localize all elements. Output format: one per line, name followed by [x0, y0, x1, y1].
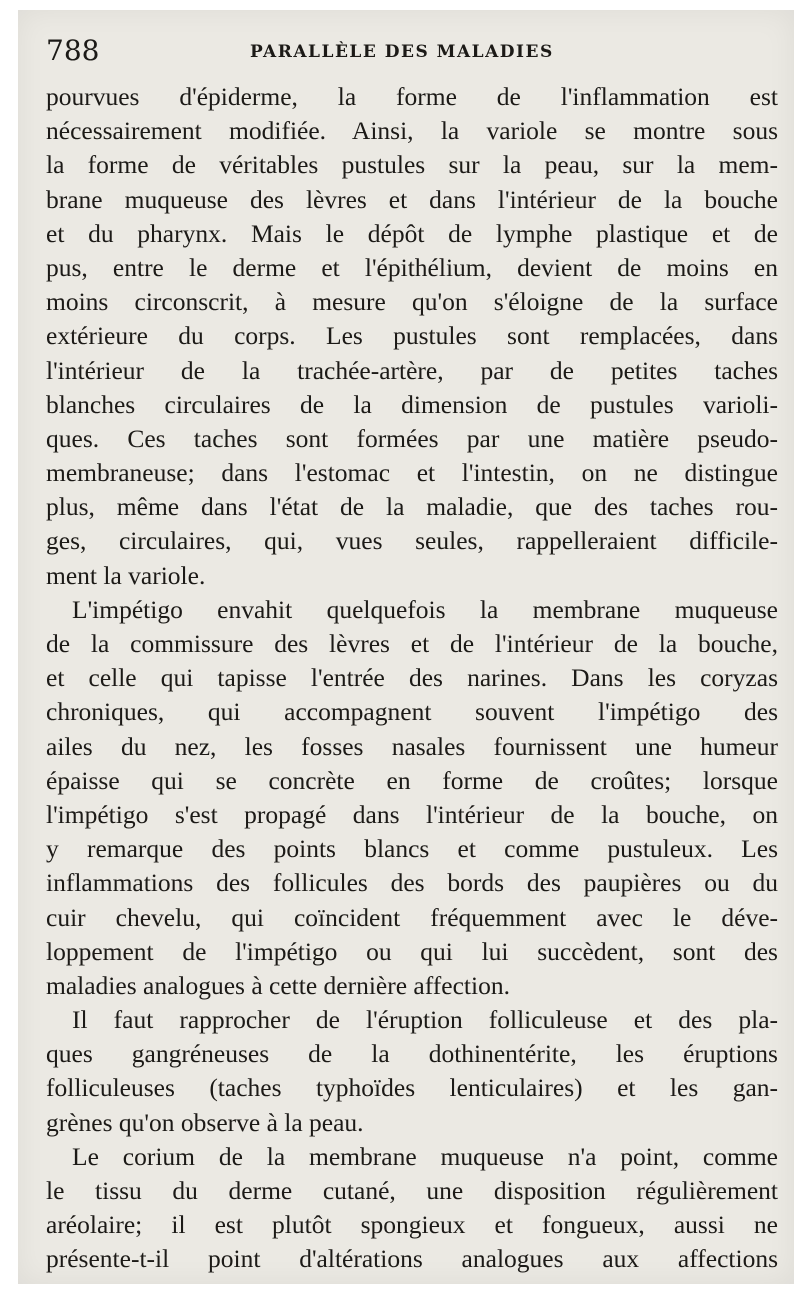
text-line: pus, entre le derme et l'épithélium, devient de moins en: [46, 252, 778, 282]
text-line: plus, même dans l'état de la maladie, que des taches rou-: [46, 492, 778, 522]
text-line: folliculeuses (taches typhoïdes lenticulaires) et les gan-: [46, 1073, 778, 1103]
text-line: ment la variole.: [46, 560, 206, 590]
text-line: ques gangréneuses de la dothinentérite, les éruptions: [46, 1039, 778, 1069]
text-line: et du pharynx. Mais le dépôt de lymphe plastique et de: [46, 218, 778, 248]
text-line: Le corium de la membrane muqueuse n'a point, comme: [72, 1141, 778, 1171]
text-line: grènes qu'on observe à la peau.: [46, 1107, 364, 1137]
text-line: nécessairement modifiée. Ainsi, la variole se montre sous: [46, 116, 778, 146]
paragraph-2: [46, 593, 778, 1003]
body-text: [46, 80, 778, 1277]
text-line: chroniques, qui accompagnent souvent l'impétigo des: [46, 697, 778, 727]
page-header: [40, 32, 760, 72]
text-line: loppement de l'impétigo ou qui lui succèdent, sont des: [46, 936, 778, 966]
text-line: cuir chevelu, qui coïncident fréquemment avec le déve-: [46, 902, 778, 932]
text-line: de la commissure des lèvres et de l'intérieur de la bouche,: [46, 629, 778, 658]
text-line: y remarque des points blancs et comme pustuleux. Les: [46, 834, 778, 864]
paragraph-1: [46, 80, 778, 593]
book-page: [18, 10, 794, 1284]
text-line: ailes du nez, les fosses nasales fournissent une humeur: [46, 731, 778, 761]
text-line: extérieure du corps. Les pustules sont remplacées, dans: [46, 321, 778, 351]
text-line: aréolaire; il est plutôt spongieux et fongueux, aussi ne: [46, 1210, 778, 1240]
page-number: 788: [46, 34, 100, 67]
text-line: le tissu du derme cutané, une disposition régulièrement: [46, 1176, 778, 1205]
paragraph-3: [46, 1003, 778, 1140]
text-line: membraneuse; dans l'estomac et l'intestin, on ne distingue: [46, 458, 778, 488]
text-line: inflammations des follicules des bords des paupières ou du: [46, 868, 778, 898]
text-line: ges, circulaires, qui, vues seules, rappelleraient difficile-: [46, 526, 778, 556]
text-line: pourvues d'épiderme, la forme de l'inflammation est: [46, 82, 778, 111]
text-line: brane muqueuse des lèvres et dans l'intérieur de la bouche: [46, 184, 778, 214]
text-line: L'impétigo envahit quelquefois la membrane muqueuse: [72, 594, 778, 624]
text-line: l'impétigo s'est propagé dans l'intérieur de la bouche, on: [46, 799, 778, 829]
text-line: Il faut rapprocher de l'éruption folliculeuse et des pla-: [72, 1005, 778, 1035]
paragraph-4: [46, 1140, 778, 1277]
text-line: maladies analogues à cette dernière affection.: [46, 970, 510, 1000]
text-line: l'intérieur de la trachée-artère, par de petites taches: [46, 355, 778, 385]
text-line: présente-t-il point d'altérations analogues aux affections: [46, 1244, 778, 1274]
text-line: ques. Ces taches sont formées par une matière pseudo-: [46, 423, 778, 453]
text-line: et celle qui tapisse l'entrée des narines. Dans les coryzas: [46, 663, 778, 693]
text-line: blanches circulaires de la dimension de pustules varioli-: [46, 389, 778, 419]
text-line: la forme de véritables pustules sur la peau, sur la mem-: [46, 150, 778, 180]
text-line: moins circonscrit, à mesure qu'on s'éloigne de la surface: [46, 287, 778, 317]
running-title: PARALLÈLE DES MALADIES: [250, 42, 554, 62]
text-line: épaisse qui se concrète en forme de croûtes; lorsque: [46, 765, 778, 795]
